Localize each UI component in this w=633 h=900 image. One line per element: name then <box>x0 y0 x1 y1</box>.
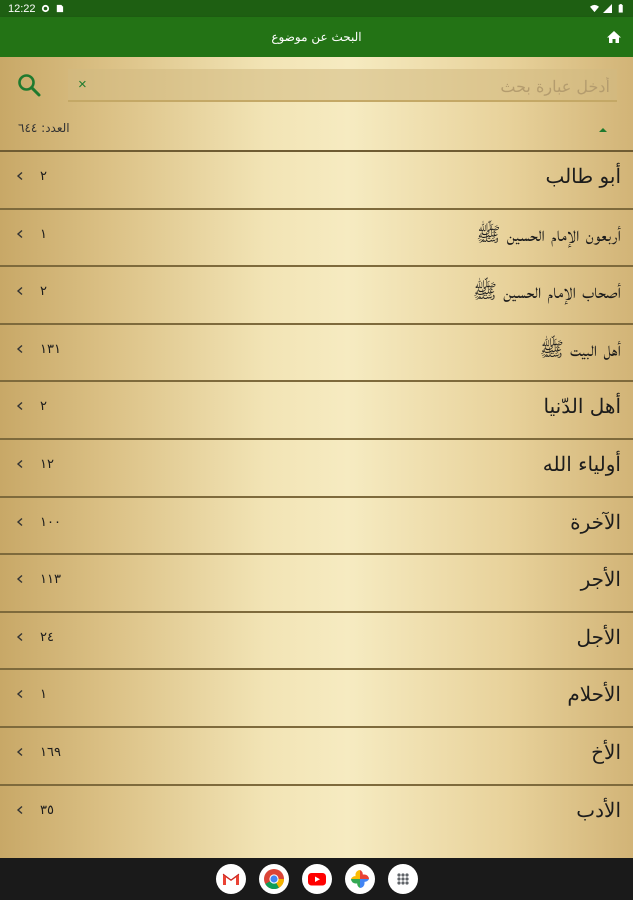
topic-count: ٣٥ <box>40 802 54 818</box>
topic-list <box>0 150 633 841</box>
count-row <box>0 115 633 149</box>
status-right <box>590 4 625 13</box>
chevron-left-icon <box>16 632 24 642</box>
topic-count: ١ <box>40 687 47 703</box>
topic-row[interactable] <box>0 150 633 208</box>
collapse-up-icon[interactable] <box>597 125 609 135</box>
search-icon[interactable] <box>16 72 42 98</box>
signal-icon <box>603 4 612 13</box>
chevron-left-icon <box>16 344 24 354</box>
topic-row[interactable] <box>0 380 633 438</box>
home-icon[interactable] <box>605 28 623 46</box>
topic-row[interactable] <box>0 208 633 266</box>
status-time: 12:22 <box>8 2 36 15</box>
topic-count: ١٣١ <box>40 341 61 357</box>
topic-row[interactable] <box>0 265 633 323</box>
app-drawer-icon[interactable] <box>388 864 418 894</box>
sim-card-icon <box>55 4 64 13</box>
topic-row[interactable] <box>0 496 633 554</box>
topic-count: ١١٣ <box>40 572 61 588</box>
main-content <box>0 57 633 858</box>
topic-count: ٢ <box>40 284 47 300</box>
page-title: البحث عن موضوع <box>271 30 362 44</box>
topic-row[interactable] <box>0 784 633 842</box>
topic-label: أولياء الله <box>542 451 621 476</box>
chevron-left-icon <box>16 517 24 527</box>
topic-row[interactable] <box>0 668 633 726</box>
topic-row[interactable] <box>0 553 633 611</box>
topic-row[interactable] <box>0 611 633 669</box>
chevron-left-icon <box>16 229 24 239</box>
topic-row[interactable] <box>0 438 633 496</box>
chevron-left-icon <box>16 574 24 584</box>
topic-label: أبو طالب <box>545 164 621 188</box>
app-bar <box>0 17 633 57</box>
chevron-left-icon <box>16 805 24 815</box>
photos-icon[interactable] <box>345 864 375 894</box>
search-input[interactable] <box>98 73 610 99</box>
topic-count: ١٦٩ <box>40 744 61 760</box>
topic-label: أربعون الإمام الحسين ﷺ <box>476 221 621 246</box>
youtube-icon[interactable] <box>302 864 332 894</box>
chevron-left-icon <box>16 689 24 699</box>
battery-icon <box>616 4 625 13</box>
navigation-bar <box>0 858 633 900</box>
topic-count: ٢ <box>40 169 47 184</box>
status-left <box>8 3 64 15</box>
app-dock <box>216 864 418 894</box>
topic-count: ٢٤ <box>40 629 54 645</box>
topic-label: الأحلام <box>567 682 621 707</box>
topic-count: ١٠٠ <box>40 514 61 530</box>
topic-label: أصحاب الإمام الحسين ﷺ <box>472 279 621 304</box>
chevron-left-icon <box>16 459 24 469</box>
topic-label: أهل الدّنيا <box>543 394 621 419</box>
chrome-icon[interactable] <box>259 864 289 894</box>
chevron-left-icon <box>16 401 24 411</box>
topic-label: الأخ <box>591 739 621 764</box>
topic-label: أهل البيت ﷺ <box>539 336 621 361</box>
status-bar <box>0 0 633 17</box>
clear-search-button[interactable]: × <box>78 76 87 93</box>
search-box <box>68 69 617 102</box>
chevron-left-icon <box>16 286 24 296</box>
topic-count: ١٢ <box>40 456 54 472</box>
topic-label: الأجل <box>576 624 621 649</box>
chevron-left-icon <box>16 171 24 181</box>
topic-count: ١ <box>40 226 47 242</box>
topic-label: الآخرة <box>570 509 621 534</box>
gmail-icon[interactable] <box>216 864 246 894</box>
chevron-left-icon <box>16 747 24 757</box>
topic-row[interactable] <box>0 726 633 784</box>
topic-row[interactable] <box>0 323 633 381</box>
search-row <box>0 57 633 115</box>
wifi-icon <box>590 4 599 13</box>
topic-count: ٢ <box>40 399 47 415</box>
topic-label: الأدب <box>576 797 621 822</box>
topic-label: الأجر <box>580 567 621 592</box>
result-count: العدد: ٦٤٤ <box>18 121 70 135</box>
notification-icon <box>41 4 50 13</box>
